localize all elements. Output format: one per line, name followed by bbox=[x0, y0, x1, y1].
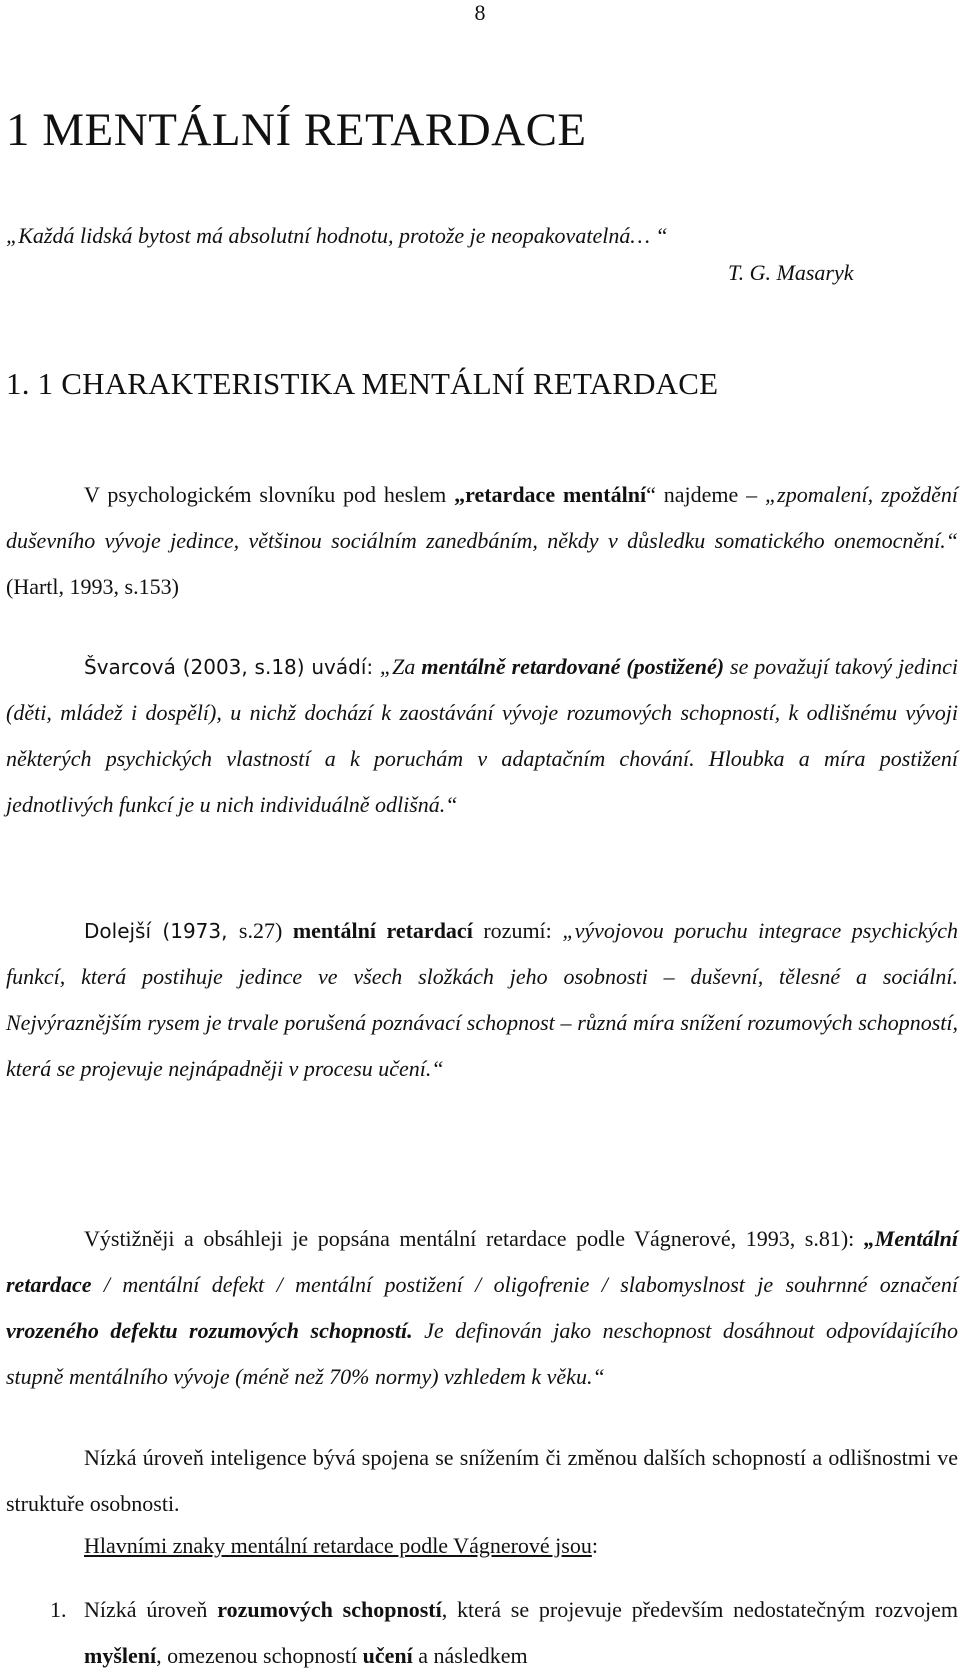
list-item-text bbox=[84, 1587, 958, 1679]
text-run: V psychologickém slovníku pod heslem bbox=[84, 482, 455, 507]
paragraph-intelligence bbox=[6, 1435, 958, 1527]
author-citation: Švarcová (2003, bbox=[84, 655, 255, 679]
text-run: a následkem bbox=[412, 1643, 528, 1668]
text-run: “ najdeme – bbox=[646, 482, 765, 507]
list-item bbox=[50, 1587, 958, 1679]
numbered-list bbox=[50, 1587, 958, 1679]
bold-italic-term: mentálně retardované (postižené) bbox=[421, 654, 725, 679]
motto-quote: „Každá lidská bytost má absolutní hodnotu, protože je neopakovatelná… “ bbox=[6, 223, 668, 248]
text-run: , která se projevuje především nedostatečným rozvojem bbox=[441, 1597, 958, 1622]
paragraph-definition-vagnerova bbox=[6, 1216, 958, 1400]
italic-quote: se považují takový jedinci (děti, mládež i dospělí), u nichž dochází k zaostávání vývoje rozumových schopností, k odlišnému vývoji některých psychických vlastností a k poruchám v adaptačním chování. Hloubka a míra postižení jednotlivých funkcí je u nich individuálně odlišná.“ bbox=[6, 654, 958, 817]
list-number: 1. bbox=[50, 1597, 67, 1622]
text-run: s.27) bbox=[238, 918, 293, 943]
bold-italic-term: „Mentální retardace bbox=[6, 1226, 958, 1297]
bold-term: učení bbox=[362, 1643, 413, 1668]
bold-term: mentální retardací bbox=[292, 918, 473, 943]
italic-quote: „vývojovou poruchu integrace psychických funkcí, která postihuje jedince ve všech složkách jeho osobnosti – duševní, tělesné a sociální. Nejvýraznějším rysem je trvale porušená poznávací schopnost – různá míra snížení rozumových schopností, která se projevuje nejnápadněji v procesu učení.“ bbox=[6, 918, 959, 1081]
bold-term: „retardace mentální bbox=[454, 482, 647, 507]
text-run: Nízká úroveň bbox=[84, 1597, 218, 1622]
paragraph-definition-hartl bbox=[6, 472, 958, 610]
author-citation: Dolejší (1973, bbox=[84, 919, 239, 943]
text-run: Nízká úroveň inteligence bývá spojena se snížením či změnou dalších schopností a odlišnostmi ve struktuře osobnosti. bbox=[6, 1445, 958, 1516]
bold-term: myšlení bbox=[84, 1643, 157, 1668]
bold-term: rozumových schopností bbox=[217, 1597, 442, 1622]
citation: (Hartl, 1993, s.153) bbox=[6, 574, 179, 599]
paragraph-definition-svarcova bbox=[6, 644, 958, 828]
underlined-heading: Hlavními znaky mentální retardace podle Vágnerové jsou bbox=[84, 1533, 592, 1558]
page-number: 8 bbox=[474, 0, 486, 25]
motto-author: T. G. Masaryk bbox=[728, 260, 854, 285]
text-run: : bbox=[591, 1533, 598, 1558]
paragraph-list-intro bbox=[6, 1523, 958, 1569]
italic-quote: Je definován jako neschopnost dosáhnout odpovídajícího stupně mentálního vývoje (méně než 70% normy) vzhledem k věku.“ bbox=[6, 1318, 958, 1389]
chapter-title: 1 MENTÁLNÍ RETARDACE bbox=[6, 104, 587, 156]
italic-quote: / mentální defekt / mentální postižení / oligofrenie / slabomyslnost je souhrnné označení bbox=[91, 1272, 958, 1297]
italic-quote: „Za bbox=[379, 654, 422, 679]
bold-italic-term: vrozeného defektu rozumových schopností. bbox=[6, 1318, 413, 1343]
paragraph-definition-dolejsi bbox=[6, 908, 958, 1092]
text-run: s.18) uvádí: bbox=[254, 655, 380, 679]
section-title: 1. 1 CHARAKTERISTIKA MENTÁLNÍ RETARDACE bbox=[6, 366, 719, 401]
text-run: , omezenou schopností bbox=[156, 1643, 363, 1668]
italic-quote: „zpomalení, zpoždění duševního vývoje jedince, většinou sociálním zanedbáním, někdy v důsledku somatického onemocnění.“ bbox=[6, 482, 958, 553]
text-run: Výstižněji a obsáhleji je popsána mentální retardace podle Vágnerové, 1993, s.81): bbox=[84, 1226, 864, 1251]
text-run: rozumí: bbox=[472, 918, 563, 943]
